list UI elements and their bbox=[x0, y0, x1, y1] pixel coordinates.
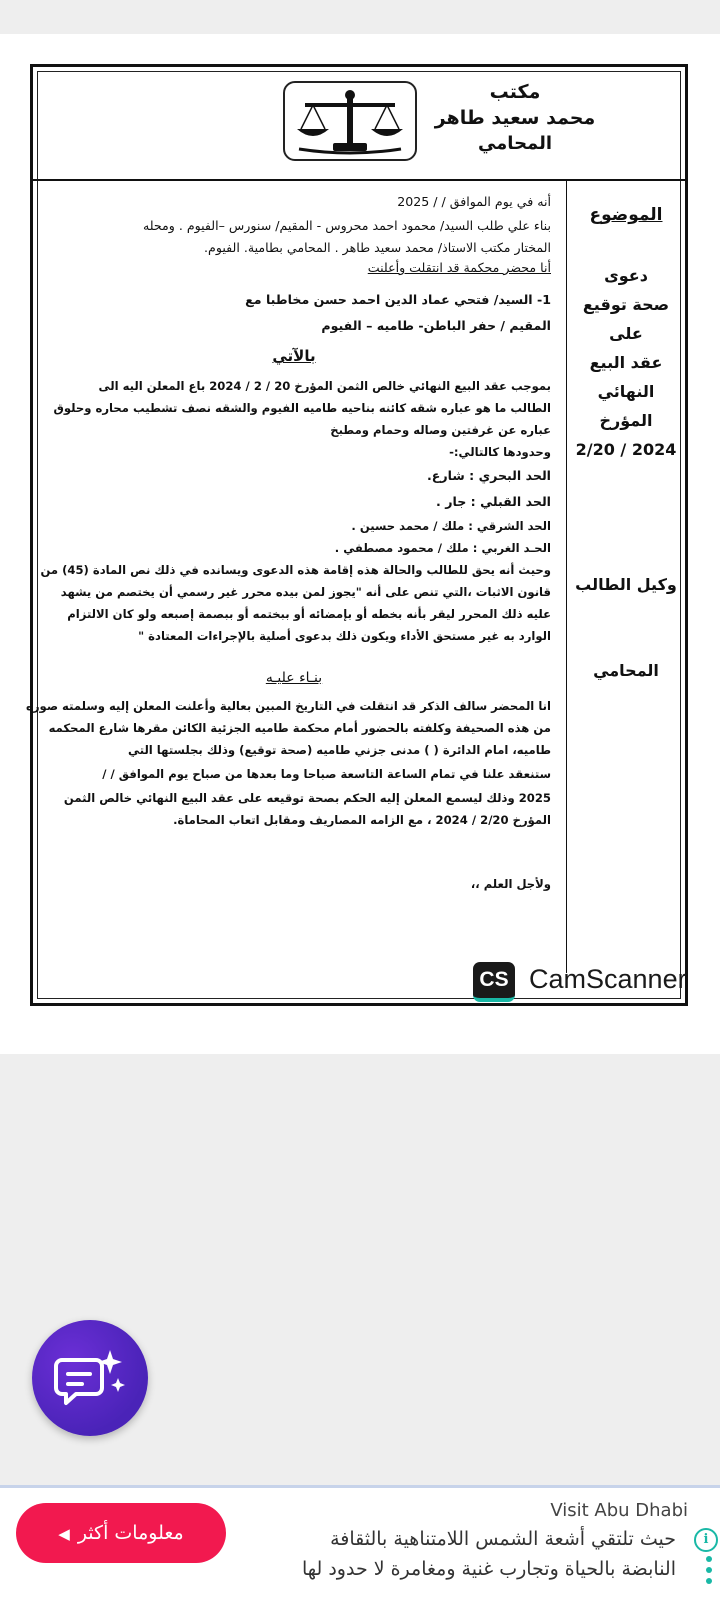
lawyer-title: المحامي bbox=[477, 133, 553, 154]
body-line: عباره عن غرفتين وصاله وحمام ومطبخ bbox=[330, 423, 551, 437]
subject-heading: الموضوع bbox=[589, 205, 663, 225]
ad-text-line: النابضة بالحياة وتجارب غنية ومغامرة لا حدود لها bbox=[301, 1558, 676, 1580]
camscanner-logo-icon: CS bbox=[473, 962, 515, 1002]
body-line: الوارد به غير مستحق الأداء ويكون ذلك بدعوى أصلية بالإجراءات المعتادة " bbox=[138, 629, 551, 643]
section-heading: بالآتي bbox=[272, 347, 316, 365]
body-line: أنا محضر محكمة قد انتقلت وأعلنت bbox=[367, 260, 551, 275]
body-line: وحدودها كالتالي:- bbox=[449, 445, 551, 459]
subject-line: دعوى bbox=[604, 266, 648, 285]
body-line: المقيم / حفر الباطن- طاميه – الفيوم bbox=[321, 318, 551, 333]
closing-line: ولأجل العلم ،، bbox=[470, 877, 551, 891]
subject-line: المؤرخ bbox=[599, 411, 653, 430]
subject-line: صحة توقيع bbox=[582, 295, 670, 314]
body-line: قانون الاثبات ،التي تنص على أنه "يجوز لمن بيده محرر غير رسمي أن يختصم من يشهد bbox=[60, 585, 551, 599]
body-line: طاميه، امام الدائرة ( ) مدنى جزني طاميه (صحة توقيع) وذلك بجلستها التي bbox=[127, 743, 551, 757]
lawyer-label: المحامي bbox=[593, 661, 659, 680]
advertisement-banner[interactable] bbox=[0, 1485, 720, 1603]
subject-description bbox=[567, 261, 685, 464]
body-line: 1- السيد/ فتحي عماد الدين احمد حسن مخاطبا مع bbox=[245, 292, 551, 307]
document-frame bbox=[26, 64, 688, 1006]
ad-text-line: حيث تلتقي أشعة الشمس اللامتناهية بالثقافة bbox=[330, 1528, 676, 1550]
chevron-left-icon: ◀ bbox=[58, 1525, 70, 1543]
more-info-label: معلومات أكثر bbox=[77, 1522, 184, 1544]
applicant-agent-label: وكيل الطالب bbox=[575, 575, 677, 594]
more-options-icon[interactable] bbox=[706, 1556, 712, 1590]
subject-line: 2024 / 2/20 bbox=[575, 440, 677, 459]
document-header bbox=[33, 67, 685, 181]
body-line: المختار مكتب الاستاذ/ محمد سعيد طاهر . المحامي بطامية. الفيوم. bbox=[204, 240, 551, 255]
body-line: وحيث أنه يحق للطالب والحالة هذه إقامة هذه الدعوى ويسانده في ذلك نص المادة (45) من bbox=[40, 563, 551, 577]
subject-line: النهائي bbox=[597, 382, 655, 401]
body-line: ستنعقد علنا في تمام الساعة التاسعة صباحا وما بعدها من صباح يوم الموافق / / bbox=[102, 767, 551, 781]
body-line: الطالب ما هو عباره شقه كائنه بناحيه طاميه الفيوم والشقه نصف تشطيب محاره وحلوق bbox=[53, 401, 551, 415]
ai-assistant-button[interactable] bbox=[32, 1320, 148, 1436]
office-label: مكتب bbox=[489, 81, 541, 103]
body-line: عليه ذلك المحرر ليقر بأنه بخطه أو بإمضائه أو ببختمه أو ببصمة إصبعه ولو كان الالتزام bbox=[67, 607, 551, 621]
section-heading: بنـاء عليـه bbox=[265, 670, 323, 686]
ad-sponsor[interactable]: Visit Abu Dhabi bbox=[550, 1500, 688, 1521]
camscanner-name: CamScanner bbox=[529, 964, 687, 994]
scanned-document-page bbox=[0, 34, 720, 1054]
body-line: الحد الشرقي : ملك / محمد حسين . bbox=[351, 519, 551, 533]
ai-chat-sparkle-icon bbox=[32, 1320, 148, 1436]
more-info-button[interactable] bbox=[16, 1503, 226, 1563]
info-icon[interactable]: i bbox=[694, 1528, 718, 1552]
body-line: بناء علي طلب السيد/ محمود احمد محروس - المقيم/ سنورس –الفيوم . ومحله bbox=[142, 218, 551, 233]
subject-sidebar bbox=[566, 179, 685, 973]
body-line: انا المحضر سالف الذكر قد انتقلت في التاريخ المبين بعالية وأعلنت المعلن إليه وسلمته صوره bbox=[26, 699, 551, 713]
body-line: الحد القبلي : جار . bbox=[436, 494, 551, 509]
subject-line: عقد البيع bbox=[589, 353, 663, 372]
scales-of-justice-logo bbox=[283, 81, 417, 161]
body-line: 2025 وذلك ليسمع المعلن إليه الحكم بصحة توقيعه على عقد البيع النهائي خالص الثمن bbox=[63, 791, 551, 805]
lawyer-name: محمد سعيد طاهر bbox=[434, 107, 596, 129]
body-line: بموجب عقد البيع النهائي خالص الثمن المؤرخ 20 / 2 / 2024 باع المعلن اليه الى bbox=[98, 379, 551, 393]
law-office-name bbox=[405, 79, 625, 157]
body-line: من هذه الصحيفة وكلفته بالحضور أمام محكمة طاميه الجزئية الكائن مقرها شارع المحكمه bbox=[48, 721, 551, 735]
body-line: أنه في يوم الموافق / / 2025 bbox=[397, 194, 551, 209]
body-line: المؤرخ 2/20 / 2024 ، مع الزامه المصاريف ومقابل اتعاب المحاماة. bbox=[173, 813, 551, 827]
body-line: الحد البحري : شارع. bbox=[427, 468, 551, 483]
body-line: الحـد الغربي : ملك / محمود مصطفي . bbox=[334, 541, 551, 555]
subject-line: على bbox=[609, 324, 643, 343]
